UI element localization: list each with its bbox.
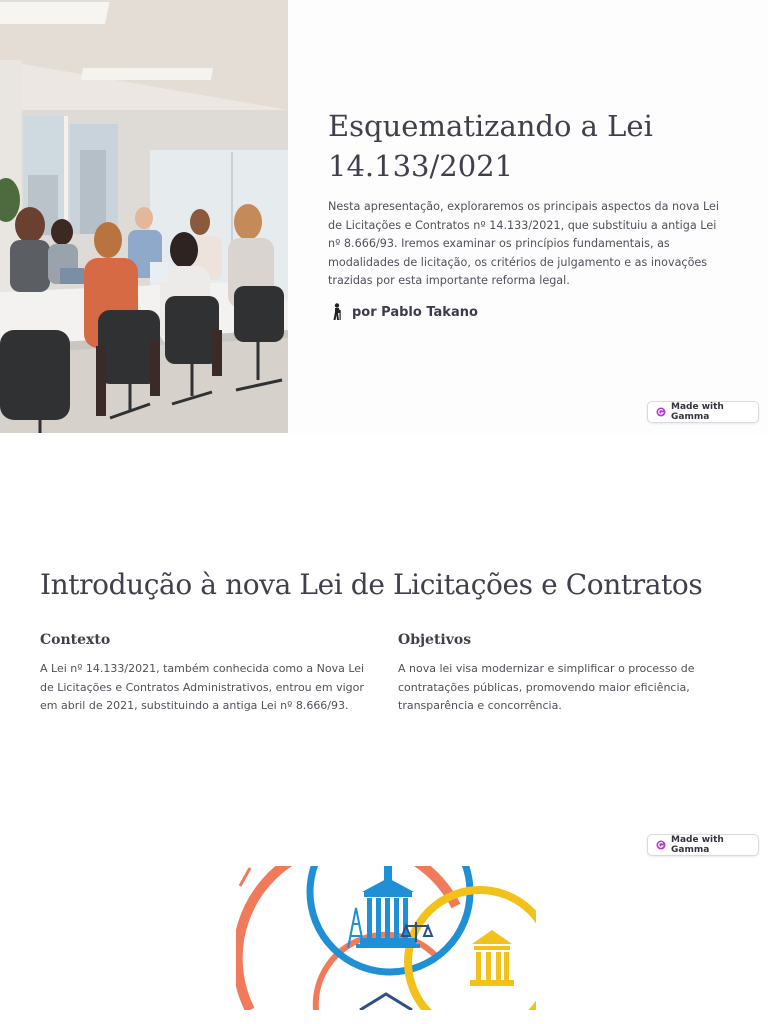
meeting-photo (0, 0, 288, 433)
person-walking-icon (330, 303, 344, 321)
slide-2 (0, 434, 768, 866)
column-heading: Contexto (40, 632, 111, 648)
presentation-intro: Nesta apresentação, exploraremos os principais aspectos da nova Lei de Licitações e Contratos nº 14.133/2021, que substituiu a antiga Lei nº 8.666/93. Iremos examinar os princípios fundamentais, as modalidades de licitação, os critérios de julgamento e as inovações trazidas por esta importante reforma legal. (328, 200, 720, 288)
government-institutions-illustration (236, 866, 536, 1010)
gamma-logo-icon (656, 407, 666, 417)
made-with-gamma-badge[interactable] (647, 834, 759, 856)
author-name: por Pablo Takano (352, 304, 478, 320)
column-text: A nova lei visa modernizar e simplificar o processo de contratações públicas, promovendo maior eficiência, transparência e concorrência. (398, 662, 695, 713)
section-title: Introdução à nova Lei de Licitações e Contratos (40, 568, 703, 601)
slide-1 (0, 0, 768, 434)
context-column (40, 632, 380, 716)
column-text: A Lei nº 14.133/2021, também conhecida como a Nova Lei de Licitações e Contratos Administrativos, entrou em vigor em abril de 2021, substituindo a antiga Lei nº 8.666/93. (40, 662, 365, 713)
made-with-gamma-badge[interactable] (647, 401, 759, 423)
gamma-logo-icon (656, 840, 666, 850)
column-heading: Objetivos (398, 632, 472, 648)
badge-label: Made with Gamma (671, 402, 724, 422)
presentation-title: Esquematizando a Lei 14.133/2021 (328, 109, 653, 183)
objectives-column (398, 632, 738, 716)
author-line (330, 303, 478, 321)
badge-label: Made with Gamma (671, 835, 724, 855)
